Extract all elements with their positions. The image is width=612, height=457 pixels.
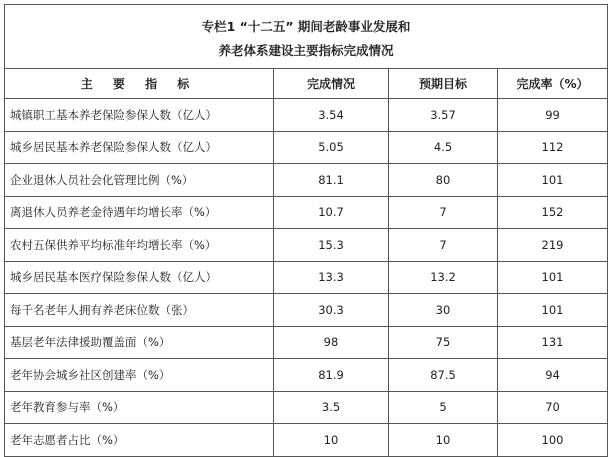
- title-row-1: [5, 5, 608, 38]
- indicator-name-cell: 企业退休人员社会化管理比例（%）: [5, 164, 274, 197]
- target-value-cell: 13.2: [389, 261, 498, 294]
- table-row: [5, 196, 608, 229]
- table-row: [5, 326, 608, 359]
- indicator-name-cell: 老年教育参与率（%）: [5, 391, 274, 424]
- actual-value-cell: 15.3: [274, 229, 389, 262]
- indicator-name-cell: 离退休人员养老金待遇年均增长率（%）: [5, 196, 274, 229]
- completion-rate-cell: 101: [498, 164, 608, 197]
- table-row: [5, 131, 608, 164]
- target-value-cell: 80: [389, 164, 498, 197]
- target-value-cell: 75: [389, 326, 498, 359]
- table-title-line2: 养老体系建设主要指标完成情况: [5, 37, 608, 69]
- actual-value-cell: 10.7: [274, 196, 389, 229]
- table-row: [5, 99, 608, 132]
- target-value-cell: 4.5: [389, 131, 498, 164]
- completion-rate-cell: 100: [498, 424, 608, 457]
- target-value-cell: 30: [389, 294, 498, 327]
- target-value-cell: 7: [389, 229, 498, 262]
- indicator-name-cell: 城镇职工基本养老保险参保人数（亿人）: [5, 99, 274, 132]
- actual-value-cell: 10: [274, 424, 389, 457]
- table-row: [5, 261, 608, 294]
- table-row: [5, 164, 608, 197]
- actual-value-cell: 30.3: [274, 294, 389, 327]
- completion-rate-cell: 70: [498, 391, 608, 424]
- table-row: [5, 391, 608, 424]
- indicator-name-cell: 每千名老年人拥有养老床位数（张）: [5, 294, 274, 327]
- header-target: 预期目标: [389, 69, 498, 99]
- actual-value-cell: 5.05: [274, 131, 389, 164]
- indicator-name-cell: 老年志愿者占比（%）: [5, 424, 274, 457]
- indicator-table: [4, 4, 608, 457]
- target-value-cell: 87.5: [389, 359, 498, 392]
- actual-value-cell: 3.54: [274, 99, 389, 132]
- indicator-name-cell: 农村五保供养平均标准年均增长率（%）: [5, 229, 274, 262]
- target-value-cell: 7: [389, 196, 498, 229]
- table-row: [5, 294, 608, 327]
- target-value-cell: 5: [389, 391, 498, 424]
- completion-rate-cell: 131: [498, 326, 608, 359]
- header-indicator: 主 要 指 标: [5, 69, 274, 99]
- completion-rate-cell: 94: [498, 359, 608, 392]
- indicator-name-cell: 老年协会城乡社区创建率（%）: [5, 359, 274, 392]
- actual-value-cell: 13.3: [274, 261, 389, 294]
- completion-rate-cell: 99: [498, 99, 608, 132]
- indicator-name-cell: 城乡居民基本医疗保险参保人数（亿人）: [5, 261, 274, 294]
- indicator-name-cell: 基层老年法律援助覆盖面（%）: [5, 326, 274, 359]
- completion-rate-cell: 152: [498, 196, 608, 229]
- header-row: [5, 69, 608, 99]
- target-value-cell: 3.57: [389, 99, 498, 132]
- table-title-line1: 专栏1 “十二五” 期间老龄事业发展和: [5, 5, 608, 38]
- actual-value-cell: 98: [274, 326, 389, 359]
- table-row: [5, 424, 608, 457]
- actual-value-cell: 81.9: [274, 359, 389, 392]
- completion-rate-cell: 219: [498, 229, 608, 262]
- table-row: [5, 229, 608, 262]
- title-row-2: [5, 37, 608, 69]
- actual-value-cell: 3.5: [274, 391, 389, 424]
- completion-rate-cell: 112: [498, 131, 608, 164]
- indicator-name-cell: 城乡居民基本养老保险参保人数（亿人）: [5, 131, 274, 164]
- target-value-cell: 10: [389, 424, 498, 457]
- completion-rate-cell: 101: [498, 261, 608, 294]
- table-row: [5, 359, 608, 392]
- completion-rate-cell: 101: [498, 294, 608, 327]
- header-rate: 完成率（%）: [498, 69, 608, 99]
- header-actual: 完成情况: [274, 69, 389, 99]
- actual-value-cell: 81.1: [274, 164, 389, 197]
